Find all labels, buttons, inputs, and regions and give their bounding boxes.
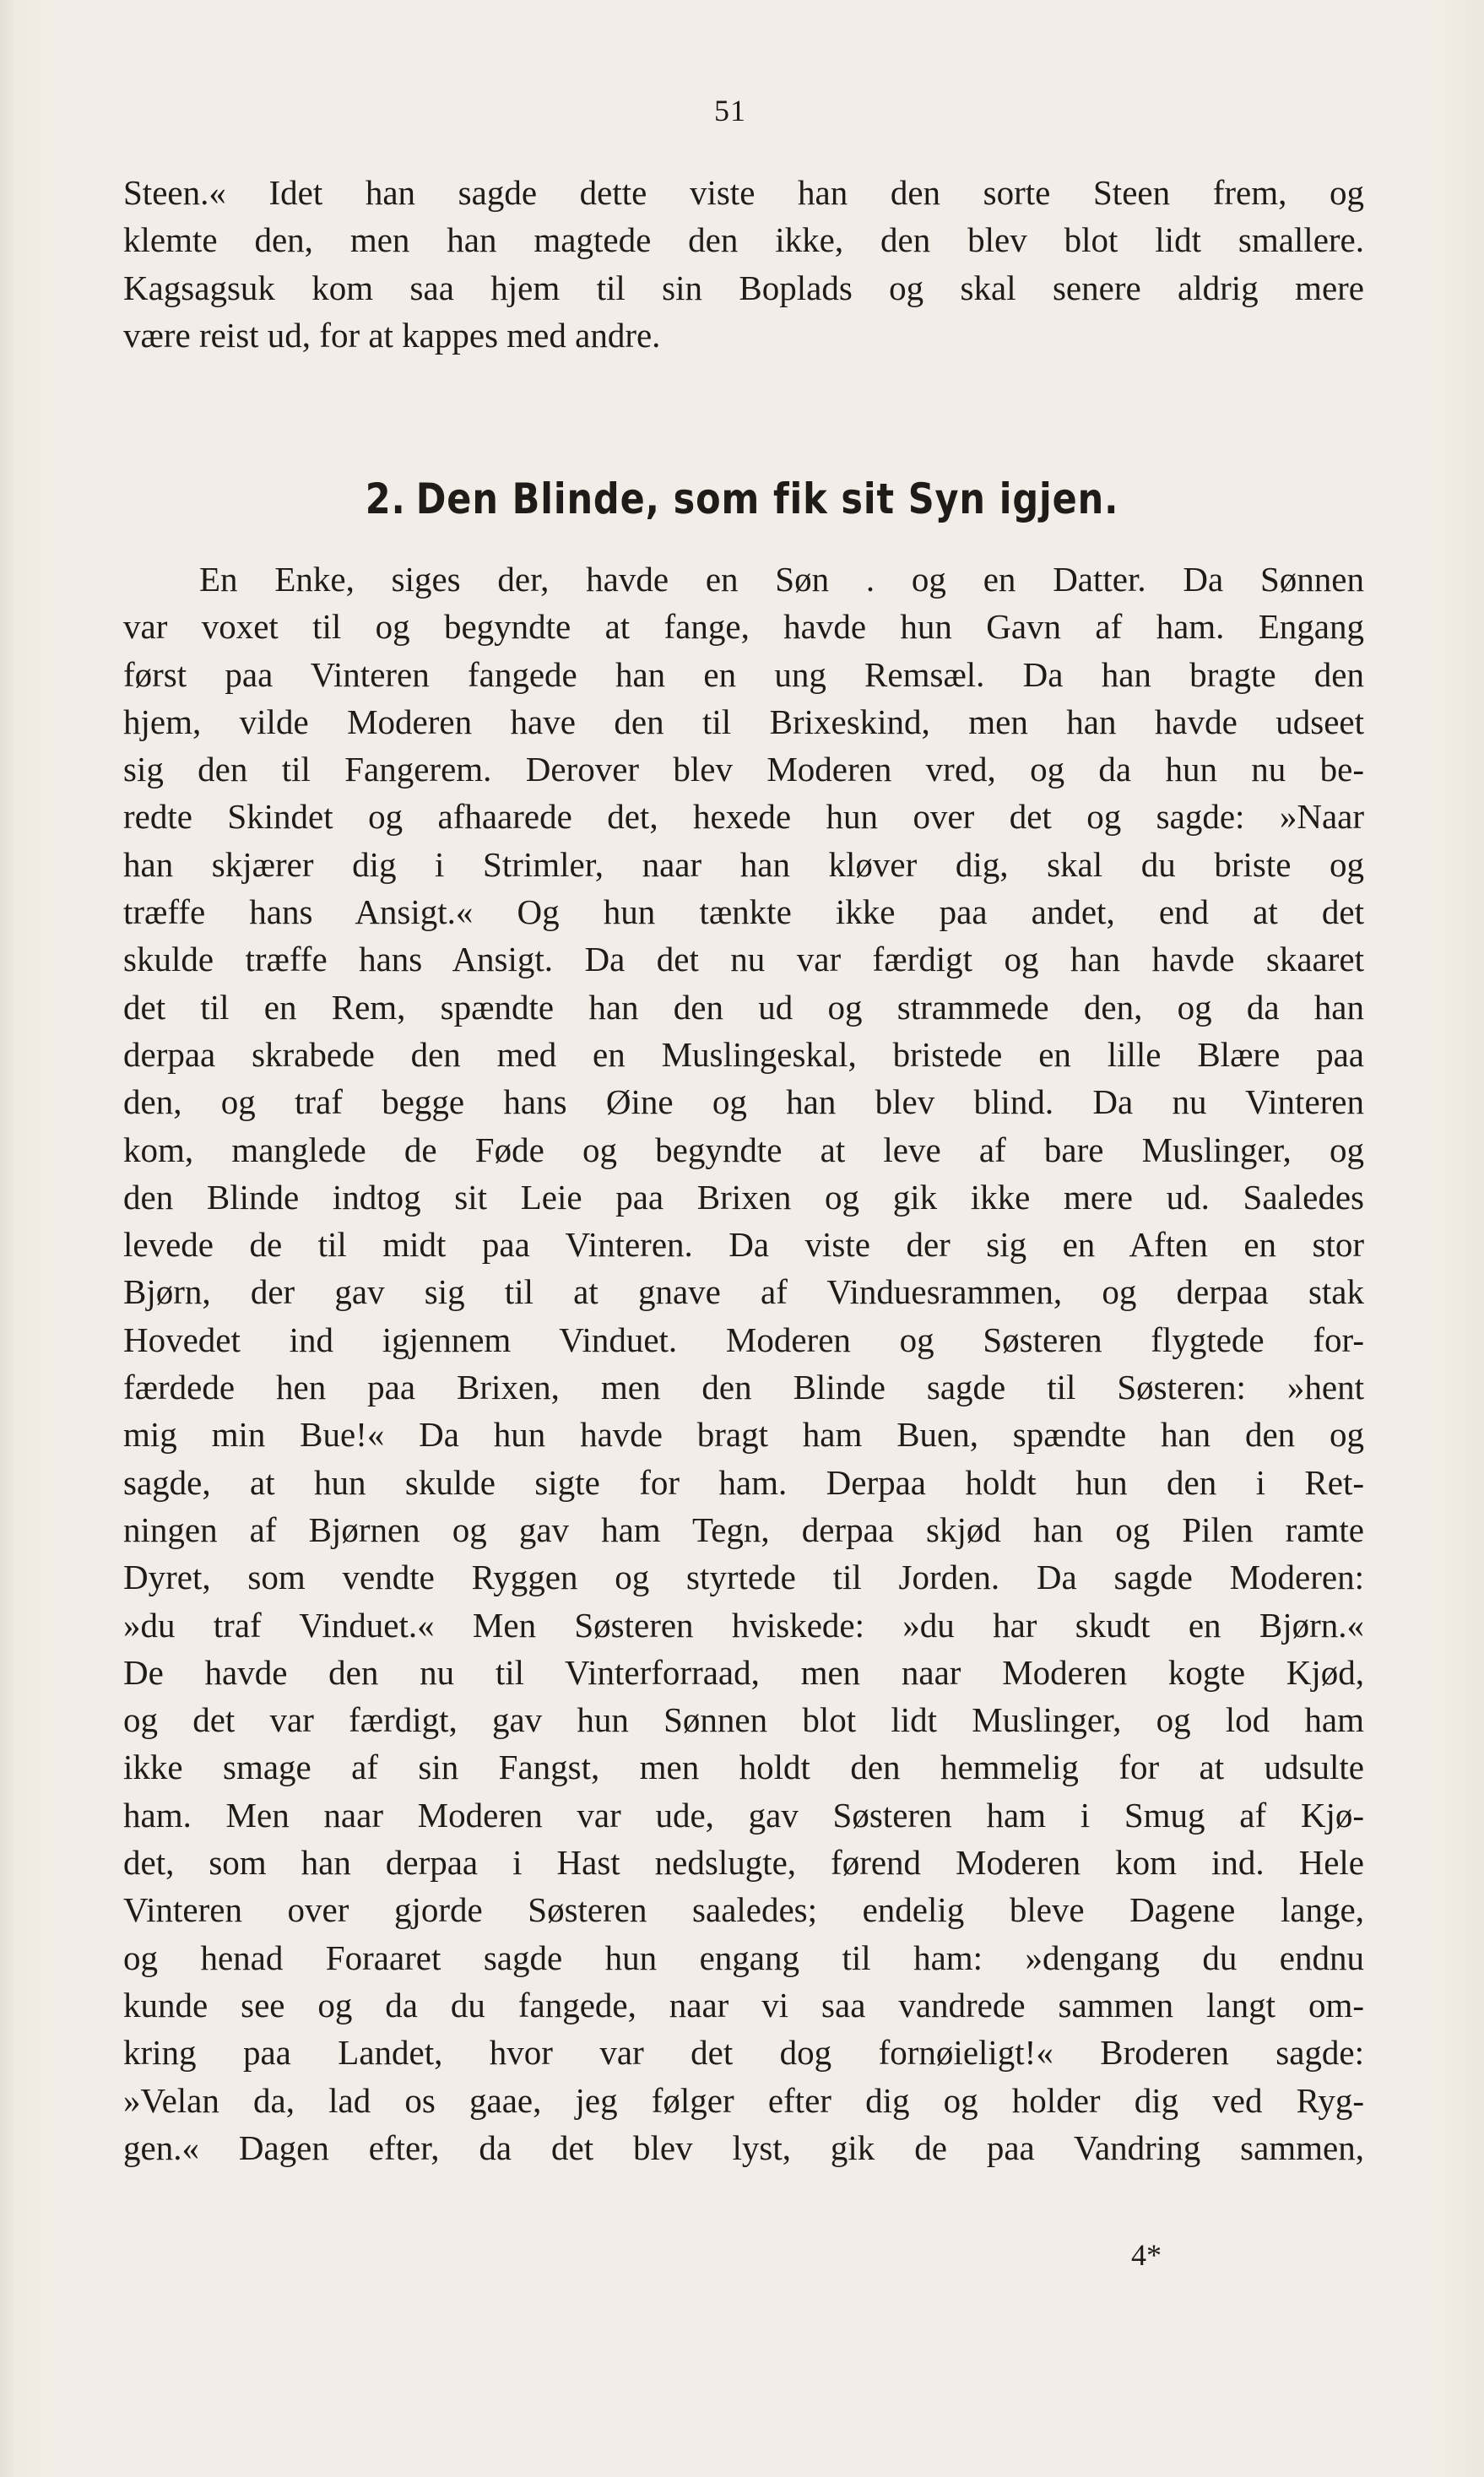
text-line: skulde træffe hans Ansigt. Da det nu var færdigt og han havde skaaret — [123, 940, 1364, 979]
text-line: De havde den nu til Vinterforraad, men naar Moderen kogte Kjød, — [123, 1652, 1364, 1692]
section-heading — [104, 474, 1380, 523]
text-line: Kagsagsuk kom saa hjem til sin Boplads og skal senere aldrig mere — [123, 268, 1364, 307]
text-line: ikke smage af sin Fangst, men holdt den hemmelig for at udsulte — [123, 1748, 1364, 1787]
text-line: Hovedet ind igjennem Vinduet. Moderen og Søsteren flygtede for- — [123, 1320, 1364, 1359]
text-line: hjem, vilde Moderen have den til Brixeskind, men han havde udseet — [123, 702, 1364, 741]
text-line: levede de til midt paa Vinteren. Da viste der sig en Aften en stor — [123, 1225, 1364, 1265]
text-line: det til en Rem, spændte han den ud og strammede den, og da han — [123, 987, 1364, 1027]
text-line: først paa Vinteren fangede han en ung Remsæl. Da han bragte den — [123, 654, 1364, 694]
section-title: Den Blinde, som fik sit Syn igjen. — [415, 474, 1119, 523]
top-paragraph — [123, 169, 1364, 359]
text-line: Bjørn, der gav sig til at gnave af Vinduesrammen, og derpaa stak — [123, 1272, 1364, 1312]
text-line: Vinteren over gjorde Søsteren saaledes; endelig bleve Dagene lange, — [123, 1890, 1364, 1930]
text-line: være reist ud, for at kappes med andre. — [123, 315, 661, 355]
text-line: ham. Men naar Moderen var ude, gav Søsteren ham i Smug af Kjø- — [123, 1795, 1364, 1835]
section-number: 2. — [365, 474, 406, 523]
printer-signature: 4* — [1131, 2238, 1162, 2272]
text-line: han skjærer dig i Strimler, naar han kløver dig, skal du briste og — [123, 844, 1364, 884]
page-number: 51 — [714, 94, 746, 127]
text-line: En Enke, siges der, havde en Søn . og en Datter. Da Sønnen — [199, 560, 1364, 599]
main-paragraph — [123, 556, 1364, 2171]
text-line: det, som han derpaa i Hast nedslugte, førend Moderen kom ind. Hele — [123, 1843, 1364, 1883]
text-line: træffe hans Ansigt.« Og hun tænkte ikke paa andet, end at det — [123, 892, 1364, 932]
text-line: derpaa skrabede den med en Muslingeskal, bristede en lille Blære paa — [123, 1034, 1364, 1074]
text-line: »du traf Vinduet.« Men Søsteren hviskede: »du har skudt en Bjørn.« — [123, 1605, 1364, 1645]
text-line: mig min Bue!« Da hun havde bragt ham Buen, spændte han den og — [123, 1415, 1364, 1455]
text-line: klemte den, men han magtede den ikke, den blev blot lidt smallere. — [123, 220, 1364, 260]
text-line: den, og traf begge hans Øine og han blev blind. Da nu Vinteren — [123, 1082, 1364, 1122]
text-line: den Blinde indtog sit Leie paa Brixen og gik ikke mere ud. Saaledes — [123, 1177, 1364, 1217]
text-line: Steen.« Idet han sagde dette viste han den sorte Steen frem, og — [123, 173, 1364, 212]
text-line: sig den til Fangerem. Derover blev Moderen vred, og da hun nu be- — [123, 750, 1364, 789]
text-line: kunde see og da du fangede, naar vi saa vandrede sammen langt om- — [123, 1985, 1364, 2024]
text-line: og henad Foraaret sagde hun engang til ham: »dengang du endnu — [123, 1938, 1364, 1977]
text-line: Dyret, som vendte Ryggen og styrtede til Jorden. Da sagde Moderen: — [123, 1558, 1364, 1597]
text-line: redte Skindet og afhaarede det, hexede hun over det og sagde: »Naar — [123, 797, 1364, 837]
text-line: »Velan da, lad os gaae, jeg følger efter dig og holder dig ved Ryg- — [123, 2080, 1364, 2120]
text-line: sagde, at hun skulde sigte for ham. Derpaa holdt hun den i Ret- — [123, 1462, 1364, 1502]
text-line: var voxet til og begyndte at fange, havde hun Gavn af ham. Engang — [123, 607, 1364, 647]
text-line: og det var færdigt, gav hun Sønnen blot lidt Muslinger, og lod ham — [123, 1700, 1364, 1740]
text-line: kring paa Landet, hvor var det dog fornøieligt!« Broderen sagde: — [123, 2033, 1364, 2073]
text-line: ningen af Bjørnen og gav ham Tegn, derpaa skjød han og Pilen ramte — [123, 1510, 1364, 1549]
text-line: færdede hen paa Brixen, men den Blinde sagde til Søsteren: »hent — [123, 1368, 1364, 1407]
text-line: kom, manglede de Føde og begyndte at leve af bare Muslinger, og — [123, 1130, 1364, 1169]
text-line: gen.« Dagen efter, da det blev lyst, gik de paa Vandring sammen, — [123, 2127, 1364, 2167]
